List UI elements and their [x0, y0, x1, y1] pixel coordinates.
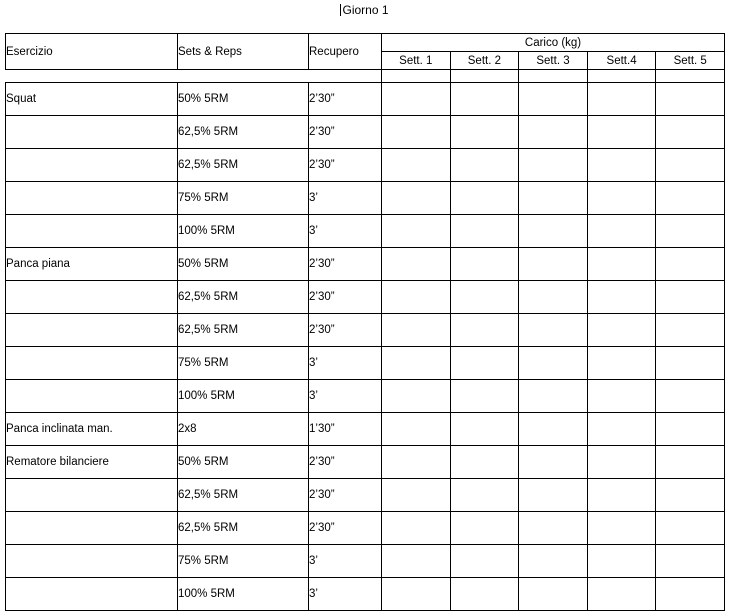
- cell-exercise: [6, 182, 178, 215]
- cell-load-week-1[interactable]: [382, 479, 451, 512]
- cell-load-week-5[interactable]: [656, 347, 725, 380]
- cell-load-week-1[interactable]: [382, 248, 451, 281]
- cell-load-week-1[interactable]: [382, 512, 451, 545]
- cell-recovery: 3’: [309, 347, 382, 380]
- cell-load-week-3[interactable]: [519, 83, 588, 116]
- cell-load-week-3[interactable]: [519, 248, 588, 281]
- cell-load-week-3[interactable]: [519, 380, 588, 413]
- cell-load-week-3[interactable]: [519, 281, 588, 314]
- table-row: [6, 83, 725, 116]
- cell-load-week-4[interactable]: [587, 578, 656, 611]
- cell-sets-reps: 75% 5RM: [178, 182, 309, 215]
- cell-recovery: 3’: [309, 182, 382, 215]
- table-row: [6, 314, 725, 347]
- cell-sets-reps: 62,5% 5RM: [178, 116, 309, 149]
- cell-load-week-5[interactable]: [656, 512, 725, 545]
- table-header: [6, 34, 725, 70]
- cell-load-week-5[interactable]: [656, 182, 725, 215]
- cell-recovery: 2’30”: [309, 281, 382, 314]
- cell-exercise: Panca piana: [6, 248, 178, 281]
- workout-table: [5, 33, 725, 611]
- cell-sets-reps: 100% 5RM: [178, 578, 309, 611]
- cell-recovery: 2’30”: [309, 248, 382, 281]
- cell-recovery: 2’30”: [309, 314, 382, 347]
- cell-load-week-5[interactable]: [656, 116, 725, 149]
- cell-load-week-2[interactable]: [450, 479, 519, 512]
- cell-load-week-5[interactable]: [656, 380, 725, 413]
- cell-exercise: Rematore bilanciere: [6, 446, 178, 479]
- cell-recovery: 2’30”: [309, 446, 382, 479]
- spacer-cell-exercise: [6, 70, 178, 83]
- column-header-week-3: Sett. 3: [519, 52, 588, 70]
- cell-load-week-1[interactable]: [382, 347, 451, 380]
- cell-load-week-1[interactable]: [382, 149, 451, 182]
- cell-exercise: [6, 314, 178, 347]
- cell-load-week-5[interactable]: [656, 446, 725, 479]
- cell-load-week-2[interactable]: [450, 578, 519, 611]
- cell-recovery: 3’: [309, 578, 382, 611]
- cell-load-week-4[interactable]: [587, 479, 656, 512]
- table-row: [6, 182, 725, 215]
- cell-exercise: [6, 149, 178, 182]
- cell-sets-reps: 100% 5RM: [178, 215, 309, 248]
- cell-recovery: 2’30”: [309, 479, 382, 512]
- table-row: [6, 413, 725, 446]
- cell-sets-reps: 62,5% 5RM: [178, 512, 309, 545]
- cell-load-week-5[interactable]: [656, 215, 725, 248]
- page-title-text: Giorno 1: [342, 3, 389, 17]
- cell-exercise: [6, 479, 178, 512]
- cell-load-week-4[interactable]: [587, 83, 656, 116]
- cell-sets-reps: 2x8: [178, 413, 309, 446]
- column-header-load-group: Carico (kg): [382, 34, 725, 52]
- spacer-cell-week-3: [519, 70, 588, 83]
- cell-load-week-5[interactable]: [656, 248, 725, 281]
- table-row: [6, 545, 725, 578]
- cell-recovery: 2’30”: [309, 149, 382, 182]
- column-header-week-4: Sett.4: [587, 52, 656, 70]
- cell-exercise: [6, 281, 178, 314]
- cell-load-week-4[interactable]: [587, 281, 656, 314]
- table-row: [6, 215, 725, 248]
- spacer-row: [6, 70, 725, 83]
- cell-load-week-2[interactable]: [450, 248, 519, 281]
- cell-load-week-3[interactable]: [519, 215, 588, 248]
- cell-load-week-2[interactable]: [450, 149, 519, 182]
- cell-load-week-3[interactable]: [519, 347, 588, 380]
- cell-load-week-5[interactable]: [656, 149, 725, 182]
- spacer-cell-week-5: [656, 70, 725, 83]
- cell-load-week-5[interactable]: [656, 314, 725, 347]
- cell-load-week-3[interactable]: [519, 512, 588, 545]
- cell-load-week-2[interactable]: [450, 281, 519, 314]
- cell-load-week-2[interactable]: [450, 446, 519, 479]
- spacer-cell-sets: [178, 70, 309, 83]
- table-row: [6, 281, 725, 314]
- cell-exercise: [6, 545, 178, 578]
- column-header-week-1: Sett. 1: [382, 52, 451, 70]
- cell-load-week-2[interactable]: [450, 215, 519, 248]
- cell-load-week-1[interactable]: [382, 578, 451, 611]
- cell-load-week-2[interactable]: [450, 182, 519, 215]
- cell-load-week-4[interactable]: [587, 248, 656, 281]
- cell-load-week-1[interactable]: [382, 281, 451, 314]
- cell-load-week-1[interactable]: [382, 380, 451, 413]
- table-row: [6, 347, 725, 380]
- cell-load-week-5[interactable]: [656, 413, 725, 446]
- cell-sets-reps: 75% 5RM: [178, 545, 309, 578]
- cell-load-week-3[interactable]: [519, 182, 588, 215]
- cell-sets-reps: 100% 5RM: [178, 380, 309, 413]
- cell-recovery: 3’: [309, 215, 382, 248]
- cell-load-week-2[interactable]: [450, 116, 519, 149]
- table-row: [6, 479, 725, 512]
- cell-load-week-3[interactable]: [519, 413, 588, 446]
- cell-load-week-4[interactable]: [587, 314, 656, 347]
- table-row: [6, 380, 725, 413]
- column-header-week-2: Sett. 2: [450, 52, 519, 70]
- cell-load-week-5[interactable]: [656, 281, 725, 314]
- cell-load-week-3[interactable]: [519, 578, 588, 611]
- cell-load-week-4[interactable]: [587, 413, 656, 446]
- cell-load-week-5[interactable]: [656, 83, 725, 116]
- cell-exercise: [6, 347, 178, 380]
- column-header-recovery: Recupero: [309, 34, 382, 70]
- cell-load-week-4[interactable]: [587, 545, 656, 578]
- cell-recovery: 2’30”: [309, 116, 382, 149]
- cell-load-week-3[interactable]: [519, 314, 588, 347]
- cell-load-week-1[interactable]: [382, 314, 451, 347]
- cell-load-week-4[interactable]: [587, 380, 656, 413]
- cell-sets-reps: 62,5% 5RM: [178, 479, 309, 512]
- cell-sets-reps: 62,5% 5RM: [178, 281, 309, 314]
- cell-exercise: [6, 512, 178, 545]
- cell-exercise: [6, 116, 178, 149]
- spacer-cell-week-1: [382, 70, 451, 83]
- cell-load-week-1[interactable]: [382, 215, 451, 248]
- cell-exercise: [6, 380, 178, 413]
- cell-load-week-4[interactable]: [587, 215, 656, 248]
- cell-recovery: 1’30”: [309, 413, 382, 446]
- column-header-week-5: Sett. 5: [656, 52, 725, 70]
- column-header-sets-reps: Sets & Reps: [178, 34, 309, 70]
- cell-load-week-2[interactable]: [450, 314, 519, 347]
- page-title: [0, 2, 729, 18]
- spacer-cell-recovery: [309, 70, 382, 83]
- table-row: [6, 578, 725, 611]
- table-row: [6, 248, 725, 281]
- cell-load-week-4[interactable]: [587, 182, 656, 215]
- cell-sets-reps: 75% 5RM: [178, 347, 309, 380]
- cell-load-week-2[interactable]: [450, 83, 519, 116]
- cell-load-week-4[interactable]: [587, 446, 656, 479]
- cell-exercise: [6, 578, 178, 611]
- cell-load-week-2[interactable]: [450, 512, 519, 545]
- cell-sets-reps: 50% 5RM: [178, 248, 309, 281]
- header-row-top: [6, 34, 725, 52]
- cell-load-week-3[interactable]: [519, 446, 588, 479]
- cell-load-week-5[interactable]: [656, 578, 725, 611]
- cell-exercise: Panca inclinata man.: [6, 413, 178, 446]
- cell-load-week-2[interactable]: [450, 545, 519, 578]
- table-row: [6, 512, 725, 545]
- spacer-cell-week-2: [450, 70, 519, 83]
- cell-load-week-1[interactable]: [382, 83, 451, 116]
- cell-load-week-3[interactable]: [519, 116, 588, 149]
- cell-load-week-1[interactable]: [382, 446, 451, 479]
- cell-load-week-4[interactable]: [587, 149, 656, 182]
- cell-load-week-3[interactable]: [519, 479, 588, 512]
- table-body: [6, 70, 725, 611]
- table-row: [6, 149, 725, 182]
- cell-load-week-3[interactable]: [519, 545, 588, 578]
- cell-sets-reps: 62,5% 5RM: [178, 149, 309, 182]
- cell-exercise: [6, 215, 178, 248]
- cell-recovery: 3’: [309, 380, 382, 413]
- cell-load-week-4[interactable]: [587, 347, 656, 380]
- cell-load-week-1[interactable]: [382, 116, 451, 149]
- table-row: [6, 446, 725, 479]
- cell-sets-reps: 62,5% 5RM: [178, 314, 309, 347]
- cell-load-week-4[interactable]: [587, 116, 656, 149]
- cell-sets-reps: 50% 5RM: [178, 446, 309, 479]
- cell-load-week-4[interactable]: [587, 512, 656, 545]
- cell-exercise: Squat: [6, 83, 178, 116]
- table-row: [6, 116, 725, 149]
- cell-load-week-5[interactable]: [656, 479, 725, 512]
- spacer-cell-week-4: [587, 70, 656, 83]
- cell-sets-reps: 50% 5RM: [178, 83, 309, 116]
- cell-load-week-1[interactable]: [382, 413, 451, 446]
- cell-recovery: 2’30”: [309, 512, 382, 545]
- cell-load-week-5[interactable]: [656, 545, 725, 578]
- cell-load-week-2[interactable]: [450, 347, 519, 380]
- column-header-exercise: Esercizio: [6, 34, 178, 70]
- cell-recovery: 2’30”: [309, 83, 382, 116]
- cell-load-week-2[interactable]: [450, 413, 519, 446]
- cell-load-week-1[interactable]: [382, 182, 451, 215]
- cell-load-week-2[interactable]: [450, 380, 519, 413]
- cell-load-week-1[interactable]: [382, 545, 451, 578]
- cell-recovery: 3’: [309, 545, 382, 578]
- cell-load-week-3[interactable]: [519, 149, 588, 182]
